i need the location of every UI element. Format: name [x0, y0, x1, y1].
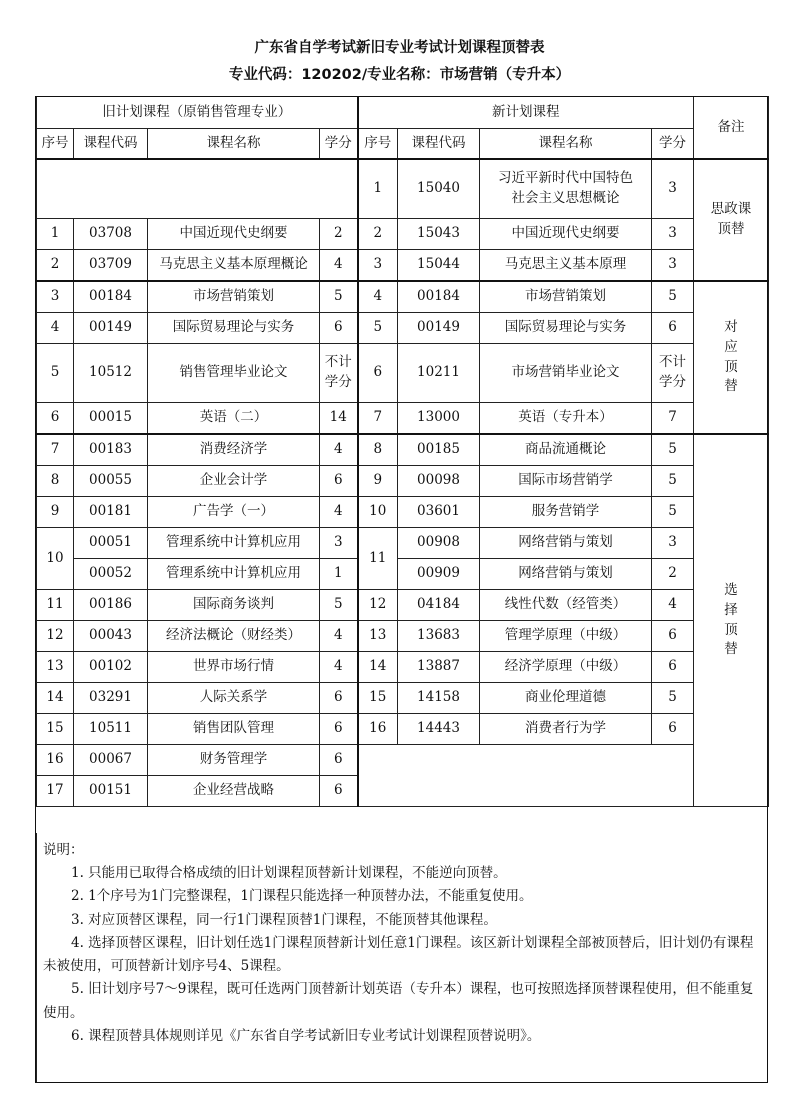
old-credit: 6 [320, 776, 358, 807]
old-credit: 4 [320, 250, 358, 282]
table-row [37, 714, 769, 745]
note-item: 4. 选择顶替区课程，旧计划任选1门课程顶替新计划任意1门课程。该区新计划课程全部被顶替后，旧计划仍有课程未被使用，可顶替新计划序号4、5课程。 [43, 934, 754, 975]
old-credit: 6 [320, 313, 358, 344]
old-no: 5 [37, 344, 74, 403]
table-row [37, 281, 769, 313]
old-no: 8 [37, 466, 74, 497]
new-credit: 不计学分 [652, 344, 694, 403]
old-name: 国际商务谈判 [148, 590, 320, 621]
col-header-no: 序号 [37, 129, 74, 160]
old-name: 财务管理学 [148, 745, 320, 776]
new-no: 11 [358, 528, 398, 590]
table-row [37, 250, 769, 282]
page-subtitle: 专业代码：120202/专业名称：市场营销（专升本） [228, 67, 571, 83]
new-no: 14 [358, 652, 398, 683]
old-name: 消费经济学 [148, 434, 320, 466]
new-no: 7 [358, 403, 398, 435]
empty-cell [358, 745, 694, 807]
col-header-name: 课程名称 [148, 129, 320, 160]
new-code: 00098 [398, 466, 480, 497]
notes-heading: 说明： [43, 842, 84, 858]
new-code: 00185 [398, 434, 480, 466]
old-code: 00186 [74, 590, 148, 621]
old-name: 马克思主义基本原理概论 [148, 250, 320, 282]
new-code: 13000 [398, 403, 480, 435]
new-code: 13683 [398, 621, 480, 652]
old-code: 00149 [74, 313, 148, 344]
new-credit: 3 [652, 159, 694, 219]
new-credit: 3 [652, 219, 694, 250]
old-code: 00184 [74, 281, 148, 313]
old-credit: 1 [320, 559, 358, 590]
old-credit: 2 [320, 219, 358, 250]
old-credit: 不计学分 [320, 344, 358, 403]
col-header-no: 序号 [358, 129, 398, 160]
new-no: 13 [358, 621, 398, 652]
new-code: 03601 [398, 497, 480, 528]
old-code: 00051 [74, 528, 148, 559]
new-name: 马克思主义基本原理 [480, 250, 652, 282]
new-code: 00908 [398, 528, 480, 559]
new-credit: 5 [652, 466, 694, 497]
new-no: 6 [358, 344, 398, 403]
new-code: 00909 [398, 559, 480, 590]
new-credit: 6 [652, 621, 694, 652]
old-name: 销售团队管理 [148, 714, 320, 745]
table-row [37, 652, 769, 683]
old-name: 管理系统中计算机应用 [148, 559, 320, 590]
old-no: 4 [37, 313, 74, 344]
table-row [37, 403, 769, 435]
new-name: 线性代数（经管类） [480, 590, 652, 621]
table-row [37, 497, 769, 528]
old-name: 经济法概论（财经类） [148, 621, 320, 652]
new-name: 市场营销毕业论文 [480, 344, 652, 403]
note-item: 3. 对应顶替区课程，同一行1门课程顶替1门课程，不能顶替其他课程。 [71, 911, 497, 928]
old-code: 00052 [74, 559, 148, 590]
old-code: 00055 [74, 466, 148, 497]
new-name: 国际市场营销学 [480, 466, 652, 497]
table-row [37, 313, 769, 344]
new-code: 15040 [398, 159, 480, 219]
new-name: 商品流通概论 [480, 434, 652, 466]
new-name: 管理学原理（中级） [480, 621, 652, 652]
new-credit: 5 [652, 434, 694, 466]
old-no: 1 [37, 219, 74, 250]
new-no: 10 [358, 497, 398, 528]
new-credit: 3 [652, 250, 694, 282]
note-item: 6. 课程顶替具体规则详见《广东省自学考试新旧专业考试计划课程顶替说明》。 [71, 1027, 541, 1044]
old-credit: 3 [320, 528, 358, 559]
old-credit: 4 [320, 652, 358, 683]
new-credit: 2 [652, 559, 694, 590]
old-name: 市场营销策划 [148, 281, 320, 313]
new-no: 8 [358, 434, 398, 466]
group-text: 对应顶替 [724, 319, 738, 395]
table-row [37, 159, 769, 219]
table-row [37, 590, 769, 621]
old-code: 10511 [74, 714, 148, 745]
new-name: 商业伦理道德 [480, 683, 652, 714]
new-credit: 6 [652, 714, 694, 745]
new-credit: 3 [652, 528, 694, 559]
table-row [37, 528, 769, 559]
table-row [37, 745, 769, 776]
new-credit: 5 [652, 497, 694, 528]
old-no: 17 [37, 776, 74, 807]
table-row [37, 434, 769, 466]
new-name: 网络营销与策划 [480, 559, 652, 590]
old-code: 03291 [74, 683, 148, 714]
old-plan-header: 旧计划课程（原销售管理专业） [37, 97, 358, 129]
old-code: 00043 [74, 621, 148, 652]
group-text: 思政课顶替 [710, 201, 752, 237]
new-no: 2 [358, 219, 398, 250]
new-credit: 5 [652, 683, 694, 714]
old-credit: 6 [320, 683, 358, 714]
old-name: 广告学（一） [148, 497, 320, 528]
new-plan-header: 新计划课程 [358, 97, 694, 129]
old-code: 00102 [74, 652, 148, 683]
old-code: 00151 [74, 776, 148, 807]
old-code: 03708 [74, 219, 148, 250]
table-row [37, 683, 769, 714]
old-credit: 4 [320, 497, 358, 528]
new-code: 00149 [398, 313, 480, 344]
note-item: 5. 旧计划序号7～9课程，既可任选两门顶替新计划英语（专升本）课程，也可按照选择顶替课程使用，但不能重复使用。 [43, 981, 754, 1021]
empty-cell [37, 159, 358, 219]
col-header-code: 课程代码 [398, 129, 480, 160]
old-code: 00181 [74, 497, 148, 528]
old-name: 国际贸易理论与实务 [148, 313, 320, 344]
new-code: 04184 [398, 590, 480, 621]
table-row [37, 621, 769, 652]
group-label-ideology [694, 159, 769, 281]
new-name: 习近平新时代中国特色社会主义思想概论 [480, 159, 652, 219]
new-code: 15044 [398, 250, 480, 282]
remark-header: 备注 [694, 97, 769, 160]
col-header-credit: 学分 [320, 129, 358, 160]
old-no: 16 [37, 745, 74, 776]
old-credit: 6 [320, 466, 358, 497]
old-no: 12 [37, 621, 74, 652]
old-credit: 6 [320, 714, 358, 745]
note-item: 1. 只能用已取得合格成绩的旧计划课程顶替新计划课程，不能逆向顶替。 [71, 865, 507, 882]
old-no: 3 [37, 281, 74, 313]
old-no: 15 [37, 714, 74, 745]
old-name: 中国近现代史纲要 [148, 219, 320, 250]
new-name: 市场营销策划 [480, 281, 652, 313]
new-no: 15 [358, 683, 398, 714]
new-no: 12 [358, 590, 398, 621]
notes-section [36, 833, 768, 1083]
new-name: 消费者行为学 [480, 714, 652, 745]
new-credit: 5 [652, 281, 694, 313]
new-code: 10211 [398, 344, 480, 403]
new-code: 14158 [398, 683, 480, 714]
old-credit: 4 [320, 621, 358, 652]
old-name: 销售管理毕业论文 [148, 344, 320, 403]
old-name: 企业会计学 [148, 466, 320, 497]
old-code: 03709 [74, 250, 148, 282]
new-name: 网络营销与策划 [480, 528, 652, 559]
col-header-code: 课程代码 [74, 129, 148, 160]
new-credit: 6 [652, 313, 694, 344]
old-name: 英语（二） [148, 403, 320, 435]
new-no: 1 [358, 159, 398, 219]
old-no: 6 [37, 403, 74, 435]
new-credit: 4 [652, 590, 694, 621]
new-code: 00184 [398, 281, 480, 313]
col-header-credit: 学分 [652, 129, 694, 160]
old-no: 14 [37, 683, 74, 714]
old-credit: 14 [320, 403, 358, 435]
group-label-selection [694, 434, 769, 807]
new-name: 国际贸易理论与实务 [480, 313, 652, 344]
old-credit: 5 [320, 281, 358, 313]
old-credit: 6 [320, 745, 358, 776]
old-code: 00015 [74, 403, 148, 435]
table-row [37, 559, 769, 590]
old-name: 世界市场行情 [148, 652, 320, 683]
new-no: 9 [358, 466, 398, 497]
new-no: 3 [358, 250, 398, 282]
old-code: 10512 [74, 344, 148, 403]
table-row [37, 344, 769, 403]
col-header-name: 课程名称 [480, 129, 652, 160]
new-name: 经济学原理（中级） [480, 652, 652, 683]
group-label-corresponding [694, 281, 769, 434]
page-title: 广东省自学考试新旧专业考试计划课程顶替表 [254, 40, 545, 56]
old-no: 9 [37, 497, 74, 528]
old-code: 00067 [74, 745, 148, 776]
new-code: 14443 [398, 714, 480, 745]
new-name: 中国近现代史纲要 [480, 219, 652, 250]
old-credit: 4 [320, 434, 358, 466]
new-credit: 6 [652, 652, 694, 683]
old-no: 13 [37, 652, 74, 683]
table-row [37, 219, 769, 250]
new-no: 16 [358, 714, 398, 745]
new-no: 5 [358, 313, 398, 344]
new-code: 13887 [398, 652, 480, 683]
new-code: 15043 [398, 219, 480, 250]
old-credit: 5 [320, 590, 358, 621]
note-item: 2. 1个序号为1门完整课程，1门课程只能选择一种顶替办法，不能重复使用。 [71, 888, 533, 905]
old-no: 10 [37, 528, 74, 590]
new-name: 英语（专升本） [480, 403, 652, 435]
old-name: 管理系统中计算机应用 [148, 528, 320, 559]
new-credit: 7 [652, 403, 694, 435]
new-name: 服务营销学 [480, 497, 652, 528]
new-no: 4 [358, 281, 398, 313]
old-code: 00183 [74, 434, 148, 466]
table-row [37, 466, 769, 497]
old-no: 2 [37, 250, 74, 282]
old-no: 7 [37, 434, 74, 466]
old-no: 11 [37, 590, 74, 621]
old-name: 人际关系学 [148, 683, 320, 714]
old-name: 企业经营战略 [148, 776, 320, 807]
group-text: 选择顶替 [724, 582, 738, 658]
course-replacement-table [36, 96, 769, 807]
